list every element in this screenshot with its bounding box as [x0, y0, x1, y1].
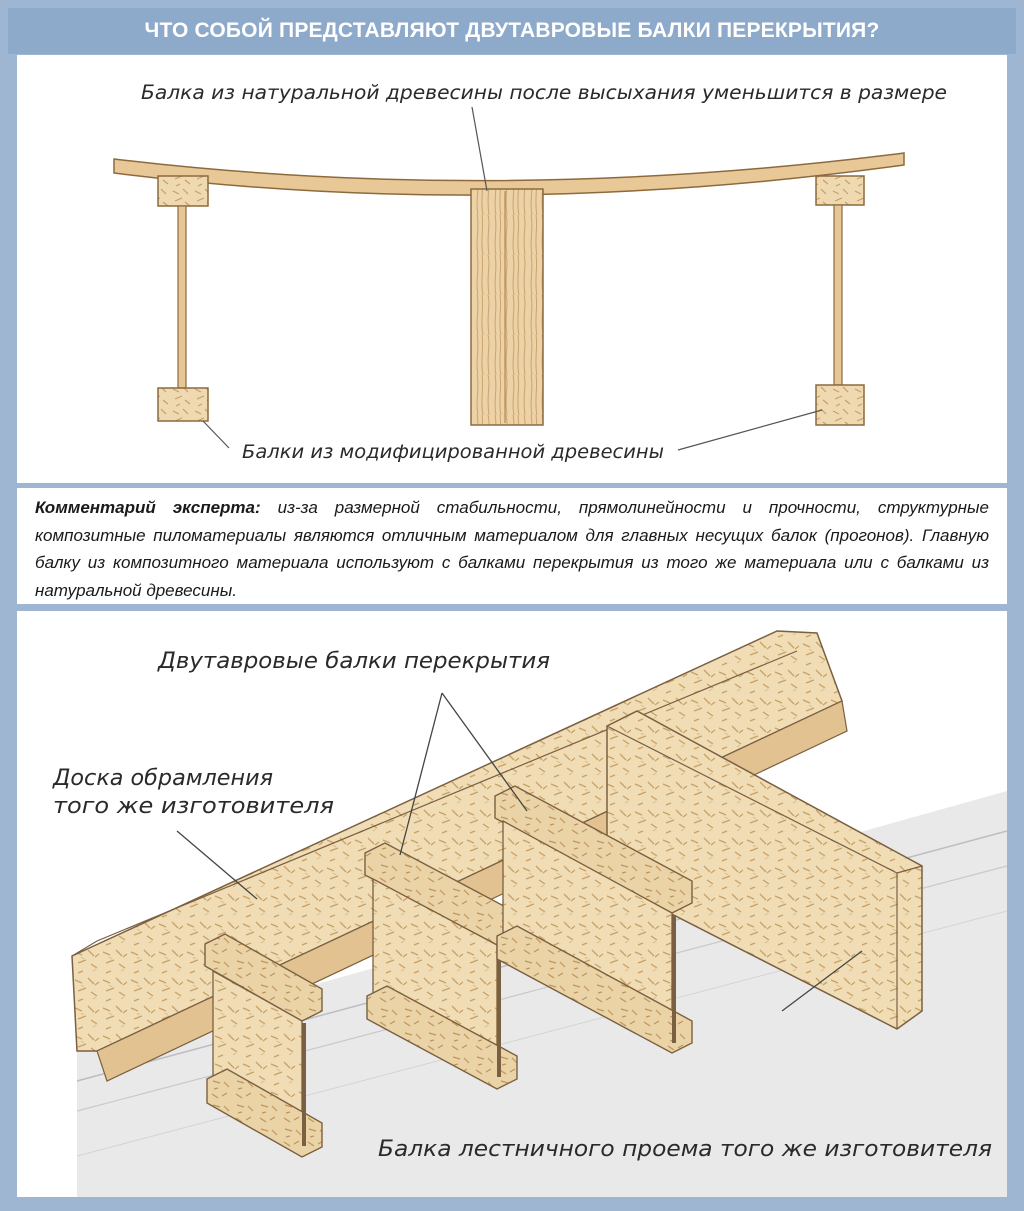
natural-beam-label: Балка из натуральной древесины после высыхания уменьшится в размере: [141, 81, 947, 104]
natural-wood-beam: [471, 189, 543, 425]
expert-comment-text: из-за размерной стабильности, прямолинейности и прочности, структурные композитные пиломатериалы являются отличным материалом для главных несущих балок (прогонов). Главную балку из композитного материала используют с балками перекрытия из того же материала или с балками из натуральной древесины.: [35, 498, 989, 600]
infographic-frame: [8, 8, 1016, 1203]
top-diagram-panel: [17, 55, 1007, 483]
expert-comment-heading: Комментарий эксперта:: [35, 498, 261, 517]
expert-comment-panel: [17, 488, 1007, 604]
rim-board-label-line2: того же изготовителя: [53, 794, 334, 819]
page-title: ЧТО СОБОЙ ПРЕДСТАВЛЯЮТ ДВУТАВРОВЫЕ БАЛКИ ПЕРЕКРЫТИЯ?: [8, 8, 1016, 54]
top-diagram-illustration: [17, 55, 1007, 483]
rim-board-label-line1: Доска обрамления: [51, 766, 273, 791]
bottom-diagram-panel: [17, 611, 1007, 1197]
i-joists-label: Двутавровые балки перекрытия: [156, 649, 550, 674]
expert-comment: [35, 494, 989, 604]
modified-beams-label: Балки из модифицированной древесины: [242, 441, 664, 463]
left-i-joist: [158, 176, 208, 421]
bottom-diagram-illustration: [17, 611, 1007, 1197]
stair-header-label: Балка лестничного проема того же изготовителя: [378, 1137, 992, 1162]
right-i-joist: [816, 176, 864, 425]
